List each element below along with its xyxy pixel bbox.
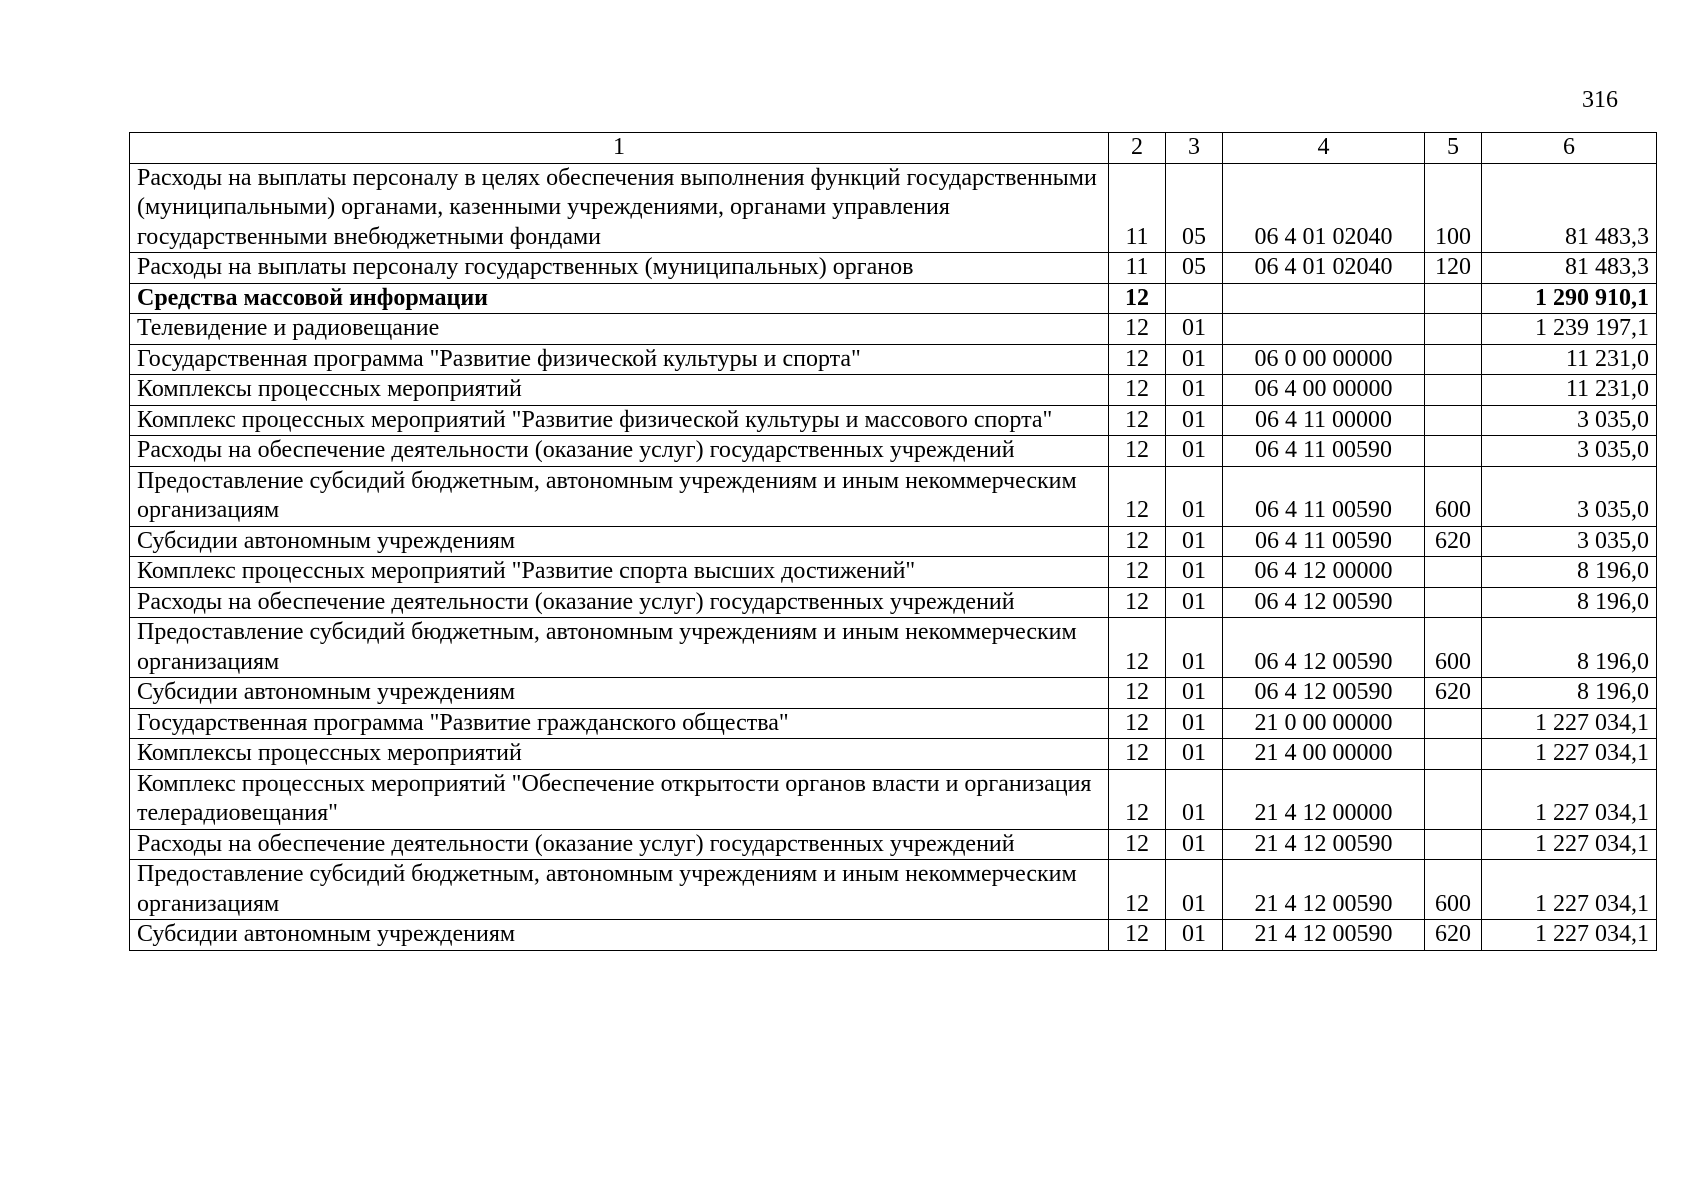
subsection-code-cell: 01 <box>1166 557 1223 588</box>
section-code-cell: 12 <box>1109 466 1166 526</box>
expense-type-cell <box>1425 739 1482 770</box>
expense-type-cell <box>1425 587 1482 618</box>
section-code-cell: 12 <box>1109 436 1166 467</box>
section-code-cell: 12 <box>1109 283 1166 314</box>
expense-type-cell <box>1425 344 1482 375</box>
section-code-cell: 12 <box>1109 708 1166 739</box>
table-row <box>130 708 1657 739</box>
expense-name-cell: Комплексы процессных мероприятий <box>130 739 1109 770</box>
expense-name-cell: Расходы на выплаты персоналу государственных (муниципальных) органов <box>130 253 1109 284</box>
budget-table <box>129 132 1657 951</box>
table-row <box>130 283 1657 314</box>
amount-cell: 1 227 034,1 <box>1482 769 1657 829</box>
section-code-cell: 12 <box>1109 314 1166 345</box>
amount-cell: 3 035,0 <box>1482 436 1657 467</box>
expense-type-cell <box>1425 436 1482 467</box>
section-code-cell: 11 <box>1109 253 1166 284</box>
expense-name-cell: Предоставление субсидий бюджетным, автономным учреждениям и иным некоммерческим организациям <box>130 618 1109 678</box>
expense-type-cell <box>1425 769 1482 829</box>
column-header: 2 <box>1109 133 1166 164</box>
subsection-code-cell: 01 <box>1166 618 1223 678</box>
subsection-code-cell: 05 <box>1166 253 1223 284</box>
subsection-code-cell: 01 <box>1166 375 1223 406</box>
target-article-cell: 06 4 00 00000 <box>1223 375 1425 406</box>
section-code-cell: 12 <box>1109 860 1166 920</box>
amount-cell: 1 227 034,1 <box>1482 739 1657 770</box>
amount-cell: 1 290 910,1 <box>1482 283 1657 314</box>
table-row <box>130 739 1657 770</box>
table-row <box>130 253 1657 284</box>
subsection-code-cell: 01 <box>1166 739 1223 770</box>
amount-cell: 1 227 034,1 <box>1482 829 1657 860</box>
expense-type-cell <box>1425 405 1482 436</box>
expense-name-cell: Субсидии автономным учреждениям <box>130 920 1109 951</box>
subsection-code-cell: 01 <box>1166 769 1223 829</box>
expense-name-cell: Телевидение и радиовещание <box>130 314 1109 345</box>
table-header-row <box>130 133 1657 164</box>
amount-cell: 1 227 034,1 <box>1482 860 1657 920</box>
expense-type-cell <box>1425 829 1482 860</box>
amount-cell: 11 231,0 <box>1482 344 1657 375</box>
table-row <box>130 920 1657 951</box>
expense-type-cell <box>1425 314 1482 345</box>
page-number: 316 <box>1582 87 1618 113</box>
expense-name-cell: Государственная программа "Развитие физической культуры и спорта" <box>130 344 1109 375</box>
target-article-cell: 06 4 12 00590 <box>1223 587 1425 618</box>
expense-type-cell: 100 <box>1425 163 1482 253</box>
section-code-cell: 12 <box>1109 557 1166 588</box>
amount-cell: 8 196,0 <box>1482 557 1657 588</box>
expense-name-cell: Расходы на выплаты персоналу в целях обеспечения выполнения функций государственными (муниципальными) органами, казенными учреждениями, органами управления государственными внебюджетными фондами <box>130 163 1109 253</box>
target-article-cell: 06 4 12 00590 <box>1223 618 1425 678</box>
expense-type-cell: 600 <box>1425 860 1482 920</box>
expense-name-cell: Предоставление субсидий бюджетным, автономным учреждениям и иным некоммерческим организациям <box>130 466 1109 526</box>
expense-type-cell: 600 <box>1425 466 1482 526</box>
expense-name-cell: Расходы на обеспечение деятельности (оказание услуг) государственных учреждений <box>130 587 1109 618</box>
expense-name-cell: Комплексы процессных мероприятий <box>130 375 1109 406</box>
target-article-cell: 06 4 01 02040 <box>1223 253 1425 284</box>
subsection-code-cell: 01 <box>1166 405 1223 436</box>
expense-type-cell: 120 <box>1425 253 1482 284</box>
subsection-code-cell: 01 <box>1166 920 1223 951</box>
amount-cell: 1 227 034,1 <box>1482 708 1657 739</box>
column-header: 6 <box>1482 133 1657 164</box>
table-row <box>130 405 1657 436</box>
expense-type-cell <box>1425 283 1482 314</box>
expense-name-cell: Комплекс процессных мероприятий "Обеспечение открытости органов власти и организация телерадиовещания" <box>130 769 1109 829</box>
table-row <box>130 344 1657 375</box>
table-row <box>130 375 1657 406</box>
section-code-cell: 12 <box>1109 375 1166 406</box>
section-code-cell: 12 <box>1109 344 1166 375</box>
section-code-cell: 12 <box>1109 405 1166 436</box>
target-article-cell: 06 4 11 00590 <box>1223 436 1425 467</box>
target-article-cell: 06 4 11 00590 <box>1223 526 1425 557</box>
subsection-code-cell: 01 <box>1166 466 1223 526</box>
amount-cell: 1 227 034,1 <box>1482 920 1657 951</box>
expense-type-cell <box>1425 375 1482 406</box>
expense-name-cell: Комплекс процессных мероприятий "Развитие физической культуры и массового спорта" <box>130 405 1109 436</box>
amount-cell: 3 035,0 <box>1482 526 1657 557</box>
subsection-code-cell: 01 <box>1166 587 1223 618</box>
expense-type-cell <box>1425 557 1482 588</box>
target-article-cell: 06 4 12 00000 <box>1223 557 1425 588</box>
table-row <box>130 587 1657 618</box>
expense-name-cell: Субсидии автономным учреждениям <box>130 526 1109 557</box>
subsection-code-cell: 01 <box>1166 678 1223 709</box>
amount-cell: 3 035,0 <box>1482 466 1657 526</box>
section-code-cell: 12 <box>1109 829 1166 860</box>
table-row <box>130 860 1657 920</box>
table-row <box>130 163 1657 253</box>
table-row <box>130 314 1657 345</box>
subsection-code-cell: 01 <box>1166 314 1223 345</box>
subsection-code-cell: 01 <box>1166 526 1223 557</box>
target-article-cell: 06 4 11 00000 <box>1223 405 1425 436</box>
amount-cell: 8 196,0 <box>1482 587 1657 618</box>
target-article-cell: 06 4 01 02040 <box>1223 163 1425 253</box>
subsection-code-cell: 01 <box>1166 829 1223 860</box>
section-code-cell: 12 <box>1109 769 1166 829</box>
target-article-cell: 21 4 12 00000 <box>1223 769 1425 829</box>
column-header: 3 <box>1166 133 1223 164</box>
target-article-cell <box>1223 283 1425 314</box>
subsection-code-cell: 05 <box>1166 163 1223 253</box>
expense-name-cell: Расходы на обеспечение деятельности (оказание услуг) государственных учреждений <box>130 436 1109 467</box>
table-row <box>130 618 1657 678</box>
amount-cell: 8 196,0 <box>1482 618 1657 678</box>
amount-cell: 1 239 197,1 <box>1482 314 1657 345</box>
target-article-cell: 21 4 00 00000 <box>1223 739 1425 770</box>
section-code-cell: 11 <box>1109 163 1166 253</box>
section-code-cell: 12 <box>1109 678 1166 709</box>
expense-type-cell: 620 <box>1425 678 1482 709</box>
column-header: 4 <box>1223 133 1425 164</box>
expense-type-cell: 600 <box>1425 618 1482 678</box>
table-row <box>130 436 1657 467</box>
target-article-cell: 21 4 12 00590 <box>1223 829 1425 860</box>
amount-cell: 81 483,3 <box>1482 253 1657 284</box>
expense-type-cell <box>1425 708 1482 739</box>
table-row <box>130 829 1657 860</box>
expense-name-cell: Государственная программа "Развитие гражданского общества" <box>130 708 1109 739</box>
amount-cell: 8 196,0 <box>1482 678 1657 709</box>
table-row <box>130 526 1657 557</box>
amount-cell: 11 231,0 <box>1482 375 1657 406</box>
target-article-cell: 21 4 12 00590 <box>1223 860 1425 920</box>
section-code-cell: 12 <box>1109 587 1166 618</box>
target-article-cell: 06 0 00 00000 <box>1223 344 1425 375</box>
table-row <box>130 557 1657 588</box>
target-article-cell <box>1223 314 1425 345</box>
section-code-cell: 12 <box>1109 920 1166 951</box>
expense-name-cell: Комплекс процессных мероприятий "Развитие спорта высших достижений" <box>130 557 1109 588</box>
expense-type-cell: 620 <box>1425 920 1482 951</box>
amount-cell: 3 035,0 <box>1482 405 1657 436</box>
amount-cell: 81 483,3 <box>1482 163 1657 253</box>
expense-name-cell: Средства массовой информации <box>130 283 1109 314</box>
target-article-cell: 21 4 12 00590 <box>1223 920 1425 951</box>
subsection-code-cell: 01 <box>1166 344 1223 375</box>
subsection-code-cell: 01 <box>1166 860 1223 920</box>
section-code-cell: 12 <box>1109 618 1166 678</box>
column-header: 1 <box>130 133 1109 164</box>
subsection-code-cell: 01 <box>1166 436 1223 467</box>
subsection-code-cell <box>1166 283 1223 314</box>
table-row <box>130 769 1657 829</box>
table-row <box>130 466 1657 526</box>
target-article-cell: 06 4 12 00590 <box>1223 678 1425 709</box>
section-code-cell: 12 <box>1109 739 1166 770</box>
section-code-cell: 12 <box>1109 526 1166 557</box>
expense-name-cell: Субсидии автономным учреждениям <box>130 678 1109 709</box>
column-header: 5 <box>1425 133 1482 164</box>
expense-name-cell: Расходы на обеспечение деятельности (оказание услуг) государственных учреждений <box>130 829 1109 860</box>
table-row <box>130 678 1657 709</box>
target-article-cell: 06 4 11 00590 <box>1223 466 1425 526</box>
expense-name-cell: Предоставление субсидий бюджетным, автономным учреждениям и иным некоммерческим организациям <box>130 860 1109 920</box>
subsection-code-cell: 01 <box>1166 708 1223 739</box>
expense-type-cell: 620 <box>1425 526 1482 557</box>
target-article-cell: 21 0 00 00000 <box>1223 708 1425 739</box>
